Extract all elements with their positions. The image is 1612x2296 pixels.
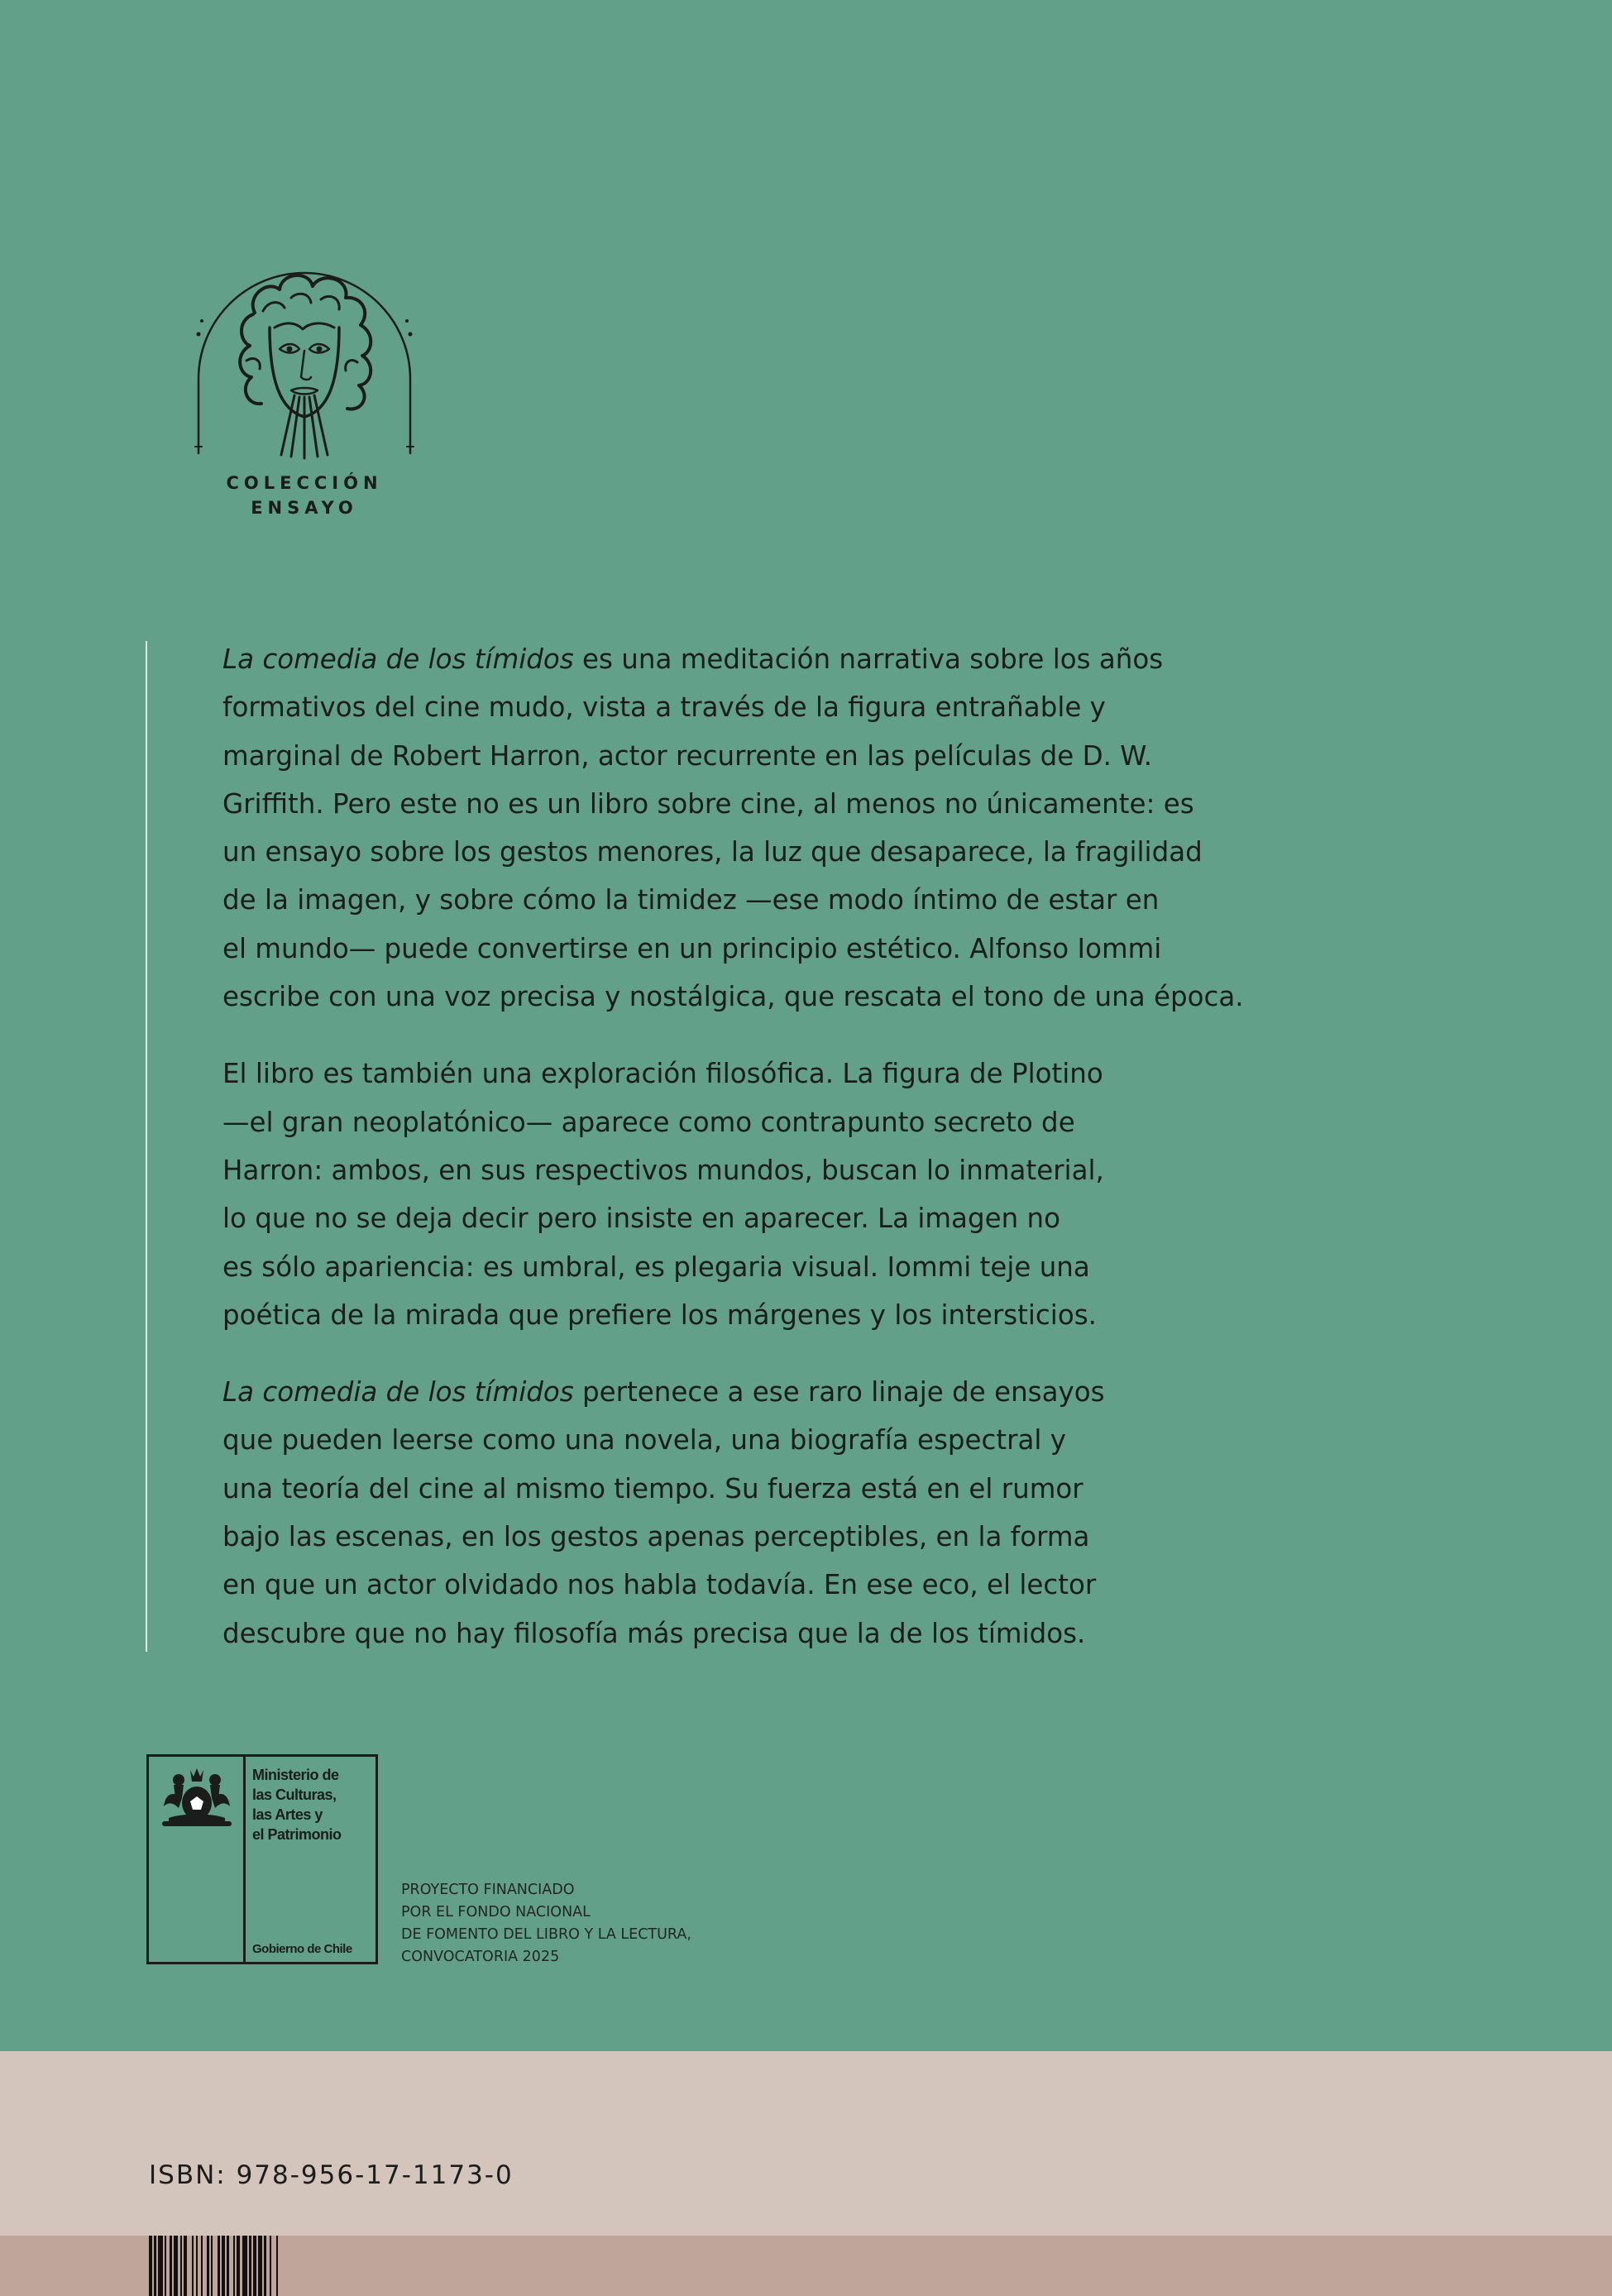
ministry-logo-divider — [243, 1757, 246, 1962]
funding-line: CONVOCATORIA 2025 — [401, 1949, 560, 1965]
ministry-name-line: el Patrimonio — [252, 1826, 342, 1843]
ministry-name — [252, 1765, 376, 1844]
barcode-bar — [270, 2236, 271, 2296]
text-line: poética de la mirada que prefiere los márgenes y los intersticios. — [222, 1299, 1097, 1331]
text-line: marginal de Robert Harron, actor recurrente en las películas de D. W. — [222, 739, 1153, 772]
text-line: es sólo apariencia: es umbral, es plegaria visual. Iommi teje una — [222, 1251, 1090, 1283]
barcode-bar — [207, 2236, 209, 2296]
text-line: una teoría del cine al mismo tiempo. Su fuerza está en el rumor — [222, 1472, 1083, 1504]
barcode-bar — [170, 2236, 172, 2296]
barcode-bar — [201, 2236, 203, 2296]
collection-logo — [189, 263, 420, 528]
text-line-rest: pertenece a ese raro linaje de ensayos — [573, 1376, 1105, 1409]
text-line: escribe con una voz precisa y nostálgica, que rescata el tono de una época. — [222, 981, 1244, 1013]
barcode-bar — [249, 2236, 251, 2296]
barcode-bar — [196, 2236, 198, 2296]
text-line: El libro es también una exploración filosófica. La figura de Plotino — [222, 1058, 1103, 1090]
text-line: en que un actor olvidado nos habla todavía. En ese eco, el lector — [222, 1569, 1097, 1601]
barcode-bar — [264, 2236, 266, 2296]
chile-coat-of-arms-icon — [157, 1765, 237, 1831]
text-line — [222, 635, 1215, 683]
barcode-bar — [158, 2236, 163, 2296]
barcode-bar — [227, 2236, 229, 2296]
text-line: descubre que no hay filosofía más precisa que la de los tímidos. — [222, 1617, 1086, 1649]
text-line: el mundo— puede convertirse en un principio estético. Alfonso Iommi — [222, 932, 1162, 964]
collection-series-label: ENSAYO — [251, 498, 358, 518]
text-line-rest: es una meditación narrativa sobre los años — [573, 643, 1164, 675]
ministry-name-line: Ministerio de — [252, 1767, 339, 1783]
barcode-bar — [154, 2236, 156, 2296]
back-cover-blurb — [222, 635, 1244, 1686]
isbn-number: ISBN: 978-956-17-1173-0 — [149, 2160, 514, 2190]
blurb-paragraph-1 — [222, 635, 1244, 1021]
barcode-bar — [211, 2236, 213, 2296]
collection-label: COLECCIÓN — [226, 473, 383, 493]
barcode-bar — [180, 2236, 182, 2296]
ministry-logo — [146, 1754, 378, 1964]
barcode-bar — [192, 2236, 194, 2296]
blurb-paragraph-2 — [222, 1050, 1215, 1339]
barcode — [149, 2236, 529, 2296]
barcode-bar — [149, 2236, 152, 2296]
text-line: Harron: ambos, en sus respectivos mundos, buscan lo inmaterial, — [222, 1154, 1104, 1186]
barcode-bar — [242, 2236, 247, 2296]
barcode-bar — [218, 2236, 220, 2296]
ministry-name-line: las Artes y — [252, 1806, 323, 1823]
text-line: bajo las escenas, en los gestos apenas perceptibles, en la forma — [222, 1521, 1090, 1553]
funding-notice — [401, 1879, 691, 1968]
government-label: Gobierno de Chile — [252, 1942, 352, 1956]
barcode-bar — [237, 2236, 240, 2296]
barcode-bar — [174, 2236, 178, 2296]
text-line: —el gran neoplatónico— aparece como contrapunto secreto de — [222, 1106, 1075, 1138]
face-arch-emblem-icon — [189, 263, 420, 470]
barcode-bar — [165, 2236, 166, 2296]
text-line — [222, 1368, 1215, 1416]
text-line: formativos del cine mudo, vista a través de la figura entrañable y — [222, 691, 1106, 724]
barcode-bar — [258, 2236, 262, 2296]
ministry-name-line: las Culturas, — [252, 1787, 337, 1803]
book-title-italic: La comedia de los tímidos — [222, 1376, 574, 1409]
text-line: que pueden leerse como una novela, una biografía espectral y — [222, 1424, 1067, 1457]
funding-line: PROYECTO FINANCIADO — [401, 1882, 575, 1898]
barcode-bar — [233, 2236, 235, 2296]
text-line: un ensayo sobre los gestos menores, la luz que desaparece, la fragilidad — [222, 836, 1203, 868]
barcode-bar — [184, 2236, 187, 2296]
book-title-italic: La comedia de los tímidos — [222, 643, 574, 675]
funding-line: POR EL FONDO NACIONAL — [401, 1904, 591, 1921]
text-line: de la imagen, y sobre cómo la timidez —ese modo íntimo de estar en — [222, 884, 1160, 916]
text-line: Griffith. Pero este no es un libro sobre cine, al menos no únicamente: es — [222, 787, 1194, 820]
funding-line: DE FOMENTO DEL LIBRO Y LA LECTURA, — [401, 1926, 691, 1943]
barcode-bar — [276, 2236, 278, 2296]
text-line: lo que no se deja decir pero insiste en aparecer. La imagen no — [222, 1203, 1060, 1235]
barcode-bar — [222, 2236, 225, 2296]
barcode-bar — [253, 2236, 256, 2296]
blurb-paragraph-3 — [222, 1368, 1215, 1657]
text-margin-rule — [146, 641, 147, 1652]
